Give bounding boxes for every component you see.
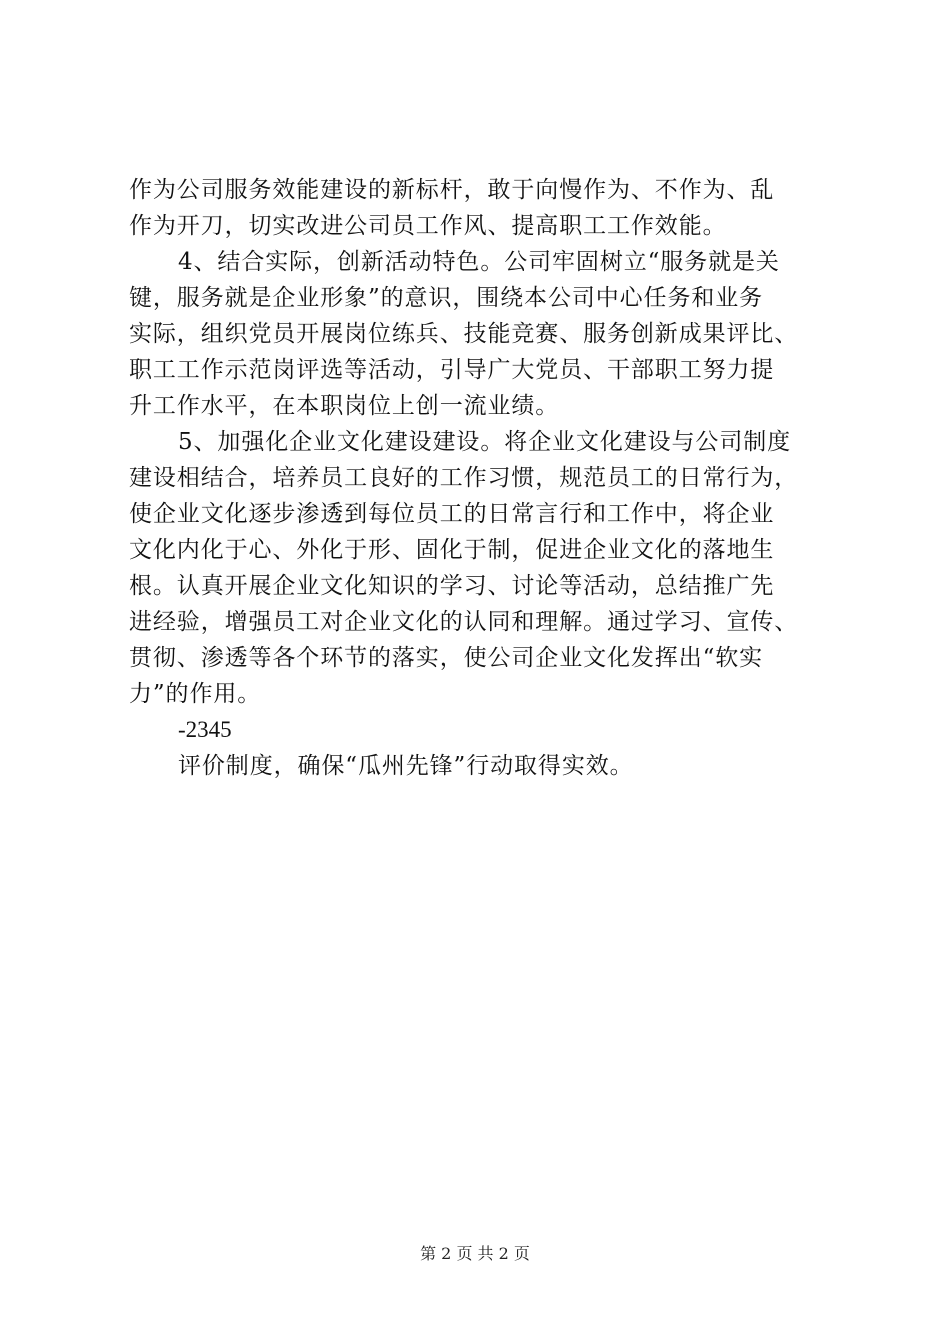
text-line: 文化内化于心、外化于形、固化于制，促进企业文化的落地生 bbox=[129, 537, 775, 563]
text-line: 键，服务就是企业形象”的意识，围绕本公司中心任务和业务 bbox=[129, 285, 764, 311]
text-line: 使企业文化逐步渗透到每位员工的日常言行和工作中，将企业 bbox=[129, 501, 775, 527]
text-line: 实际，组织党员开展岗位练兵、技能竞赛、服务创新成果评比、 bbox=[129, 321, 799, 347]
text-line: 5、加强化企业文化建设建设。将企业文化建设与公司制度 bbox=[178, 429, 792, 455]
text-line: 根。认真开展企业文化知识的学习、讨论等活动，总结推广先 bbox=[129, 573, 775, 599]
text-line: 贯彻、渗透等各个环节的落实，使公司企业文化发挥出“软实 bbox=[129, 645, 764, 671]
text-line: 评价制度，确保“瓜州先锋”行动取得实效。 bbox=[178, 753, 634, 779]
text-line: 进经验，增强员工对企业文化的认同和理解。通过学习、宣传、 bbox=[129, 609, 799, 635]
text-line: 升工作水平，在本职岗位上创一流业绩。 bbox=[129, 393, 560, 419]
text-line: 作为公司服务效能建设的新标杆，敢于向慢作为、不作为、乱 bbox=[129, 177, 775, 203]
document-body bbox=[129, 172, 829, 784]
text-line: 4、结合实际，创新活动特色。公司牢固树立“服务就是关 bbox=[178, 249, 780, 275]
text-line: 作为开刀，切实改进公司员工作风、提高职工工作效能。 bbox=[129, 213, 727, 239]
page-number-marker: -2345 bbox=[178, 717, 232, 742]
text-line: 职工工作示范岗评选等活动，引导广大党员、干部职工努力提 bbox=[129, 357, 775, 383]
text-line: 建设相结合，培养员工良好的工作习惯，规范员工的日常行为， bbox=[129, 465, 799, 491]
text-line: 力”的作用。 bbox=[129, 681, 262, 707]
page-footer: 第 2 页 共 2 页 bbox=[420, 1244, 530, 1263]
